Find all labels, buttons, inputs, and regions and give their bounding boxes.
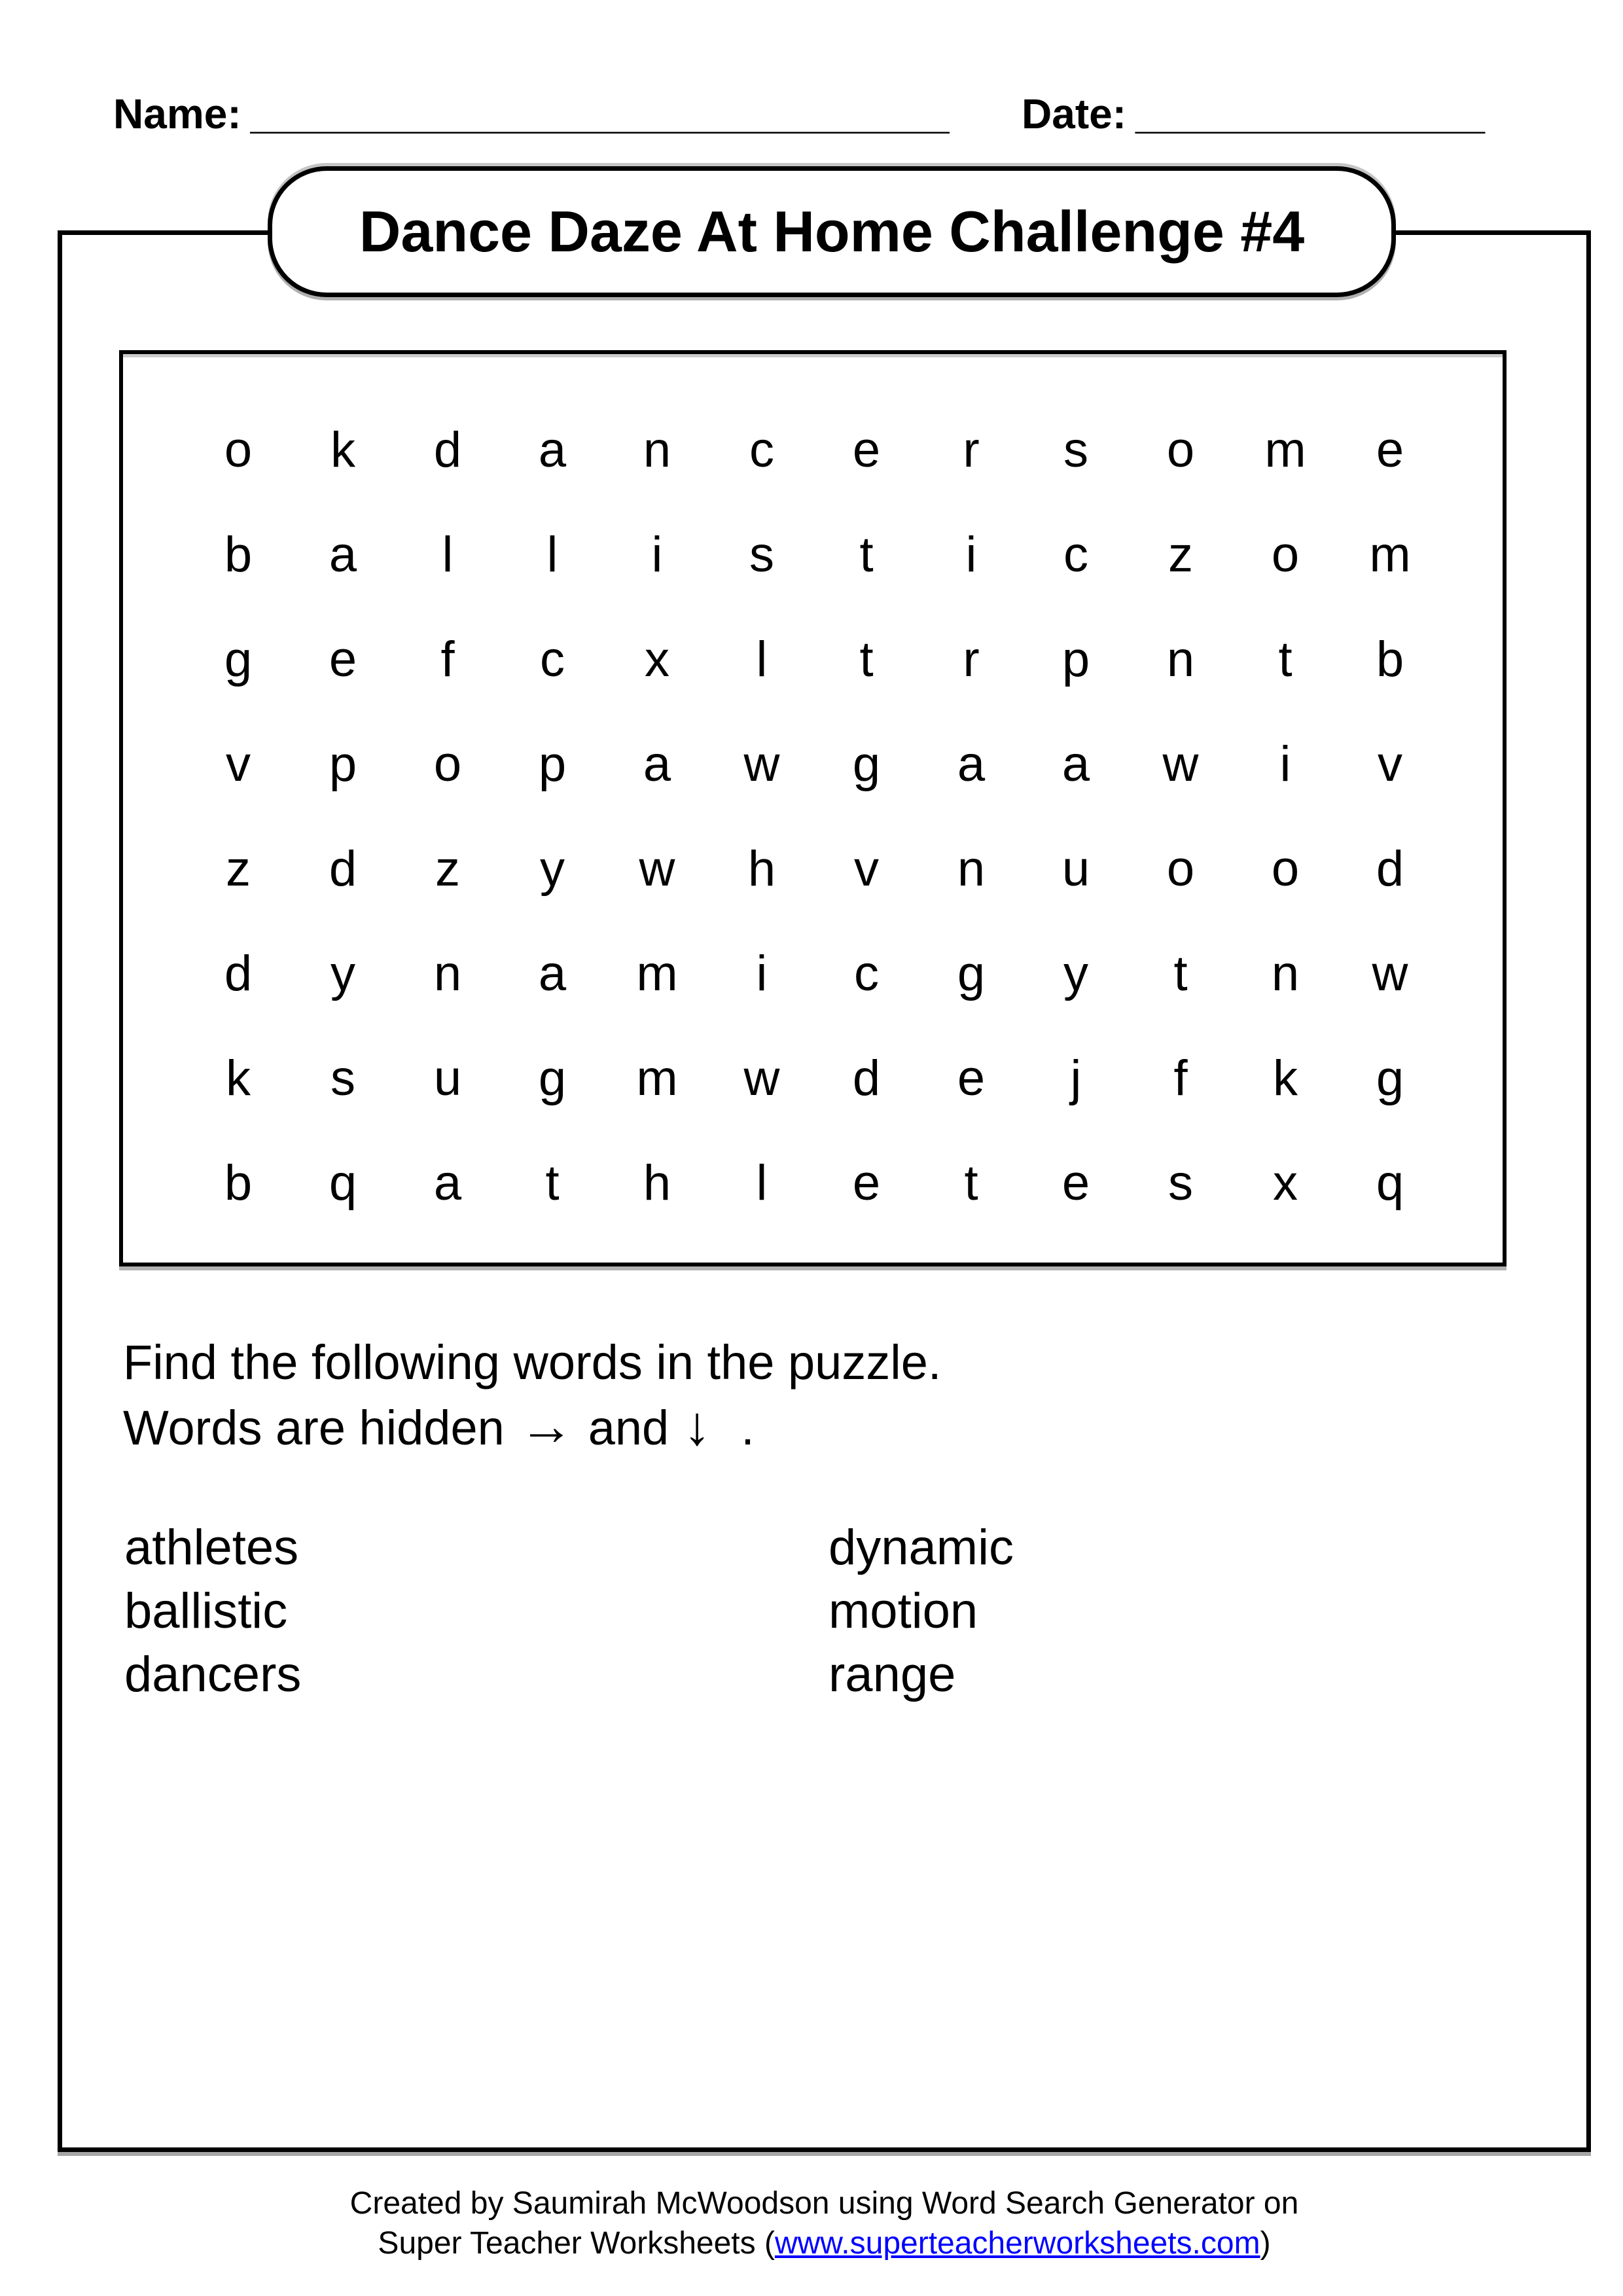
- word-item: dancers: [124, 1647, 302, 1702]
- word-list-column-1: [124, 1516, 301, 1706]
- letter-grid: [186, 397, 1503, 1235]
- grid-letter: l: [756, 631, 768, 687]
- grid-letter: m: [636, 945, 678, 1001]
- grid-letter: p: [538, 736, 567, 792]
- grid-letter: d: [329, 840, 357, 897]
- grid-letter: g: [538, 1050, 567, 1106]
- grid-letter: t: [964, 1155, 978, 1211]
- down-arrow-icon: ↓: [683, 1395, 711, 1456]
- word-item: dynamic: [829, 1520, 1014, 1575]
- grid-letter: v: [854, 840, 879, 897]
- grid-letter: w: [743, 736, 780, 792]
- grid-letter: a: [1061, 736, 1090, 792]
- grid-letter: n: [957, 840, 986, 897]
- grid-letter: f: [1173, 1050, 1188, 1106]
- grid-letter: t: [1278, 631, 1293, 687]
- grid-letter: o: [433, 736, 462, 792]
- grid-letter: v: [1378, 736, 1402, 792]
- grid-letter: a: [538, 422, 567, 478]
- grid-letter: i: [965, 526, 977, 583]
- grid-letter: e: [852, 1155, 881, 1211]
- grid-letter: g: [852, 736, 881, 792]
- grid-letter: w: [639, 840, 675, 897]
- title-box: [268, 166, 1396, 297]
- grid-letter: t: [545, 1155, 560, 1211]
- date-blank-line: _______________: [1135, 90, 1485, 137]
- grid-letter: e: [852, 422, 881, 478]
- grid-letter: o: [224, 422, 253, 478]
- grid-letter: y: [330, 945, 355, 1001]
- grid-letter: d: [1376, 840, 1404, 897]
- grid-letter: c: [749, 422, 774, 478]
- grid-letter: c: [540, 631, 565, 687]
- grid-letter: l: [442, 526, 454, 583]
- right-arrow-icon: →: [518, 1395, 574, 1456]
- date-label: Date:: [1022, 90, 1127, 137]
- grid-letter: f: [440, 631, 455, 687]
- word-item: ballistic: [124, 1583, 288, 1639]
- grid-letter: s: [1168, 1155, 1193, 1211]
- grid-letter: g: [957, 945, 986, 1001]
- instructions-line-2-and: and: [588, 1401, 669, 1455]
- grid-letter: y: [1063, 945, 1088, 1001]
- footer-line-2: [58, 2223, 1591, 2263]
- grid-letter: q: [329, 1155, 357, 1211]
- grid-letter: v: [226, 736, 251, 792]
- grid-letter: h: [643, 1155, 671, 1211]
- footer-link[interactable]: www.superteacherworksheets.com: [774, 2226, 1260, 2261]
- grid-letter: g: [224, 631, 253, 687]
- grid-letter: k: [1273, 1050, 1298, 1106]
- grid-letter: o: [1166, 840, 1195, 897]
- grid-letter: z: [226, 840, 251, 897]
- grid-letter: s: [749, 526, 774, 583]
- grid-letter: p: [329, 736, 357, 792]
- grid-letter: p: [1061, 631, 1090, 687]
- grid-letter: d: [433, 422, 462, 478]
- grid-letter: e: [329, 631, 357, 687]
- footer-line-2-close: ): [1260, 2226, 1271, 2261]
- name-field: [113, 88, 949, 140]
- grid-letter: y: [540, 840, 565, 897]
- puzzle-grid-box: [119, 350, 1507, 1266]
- grid-letter: b: [224, 1155, 253, 1211]
- grid-letter: h: [747, 840, 776, 897]
- word-list-column-2: [829, 1516, 1014, 1706]
- grid-letter: i: [1279, 736, 1291, 792]
- footer-line-2-text: Super Teacher Worksheets (: [378, 2226, 775, 2261]
- word-item: motion: [829, 1583, 978, 1639]
- grid-letter: l: [756, 1155, 768, 1211]
- footer-credit: [58, 2183, 1591, 2263]
- grid-letter: t: [859, 526, 874, 583]
- name-label: Name:: [113, 90, 241, 137]
- page-title: Dance Daze At Home Challenge #4: [359, 199, 1305, 264]
- grid-letter: a: [433, 1155, 462, 1211]
- grid-letter: a: [329, 526, 357, 583]
- word-item: athletes: [124, 1520, 299, 1575]
- grid-letter: t: [859, 631, 874, 687]
- grid-letter: s: [1063, 422, 1088, 478]
- date-field: [1022, 88, 1485, 140]
- grid-letter: q: [1376, 1155, 1404, 1211]
- grid-letter: r: [963, 631, 980, 687]
- grid-letter: g: [1376, 1050, 1404, 1106]
- word-item: range: [829, 1647, 956, 1702]
- grid-letter: w: [1162, 736, 1199, 792]
- grid-letter: m: [636, 1050, 678, 1106]
- grid-letter: z: [435, 840, 460, 897]
- grid-letter: j: [1070, 1050, 1082, 1106]
- grid-letter: i: [756, 945, 768, 1001]
- grid-letter: d: [852, 1050, 881, 1106]
- grid-letter: e: [1061, 1155, 1090, 1211]
- grid-letter: o: [1271, 526, 1300, 583]
- grid-letter: l: [546, 526, 558, 583]
- grid-letter: o: [1166, 422, 1195, 478]
- grid-letter: k: [226, 1050, 251, 1106]
- instructions: [123, 1331, 941, 1460]
- grid-letter: x: [645, 631, 669, 687]
- grid-letter: i: [651, 526, 663, 583]
- footer-line-1: Created by Saumirah McWoodson using Word Search Generator on: [349, 2186, 1299, 2221]
- grid-letter: c: [854, 945, 879, 1001]
- grid-letter: n: [643, 422, 671, 478]
- grid-letter: a: [643, 736, 671, 792]
- grid-letter: r: [963, 422, 980, 478]
- grid-letter: m: [1369, 526, 1411, 583]
- grid-letter: n: [433, 945, 462, 1001]
- grid-letter: e: [1376, 422, 1404, 478]
- name-blank-line: ______________________________: [250, 90, 950, 137]
- grid-letter: m: [1264, 422, 1306, 478]
- grid-letter: w: [1372, 945, 1408, 1001]
- grid-letter: n: [1271, 945, 1300, 1001]
- grid-letter: o: [1271, 840, 1300, 897]
- grid-letter: w: [743, 1050, 780, 1106]
- instructions-line-2-text: Words are hidden: [123, 1401, 505, 1455]
- grid-letter: u: [1061, 840, 1090, 897]
- grid-letter: z: [1168, 526, 1193, 583]
- grid-letter: b: [1376, 631, 1404, 687]
- grid-letter: c: [1063, 526, 1088, 583]
- grid-letter: d: [224, 945, 253, 1001]
- grid-letter: n: [1166, 631, 1195, 687]
- instructions-period: .: [741, 1401, 755, 1455]
- grid-letter: u: [433, 1050, 462, 1106]
- instructions-line-2: [123, 1394, 941, 1460]
- grid-letter: s: [330, 1050, 355, 1106]
- grid-letter: x: [1273, 1155, 1298, 1211]
- grid-letter: b: [224, 526, 253, 583]
- grid-letter: k: [330, 422, 355, 478]
- grid-letter: a: [538, 945, 567, 1001]
- instructions-line-1: Find the following words in the puzzle.: [123, 1335, 942, 1390]
- grid-letter: t: [1173, 945, 1188, 1001]
- grid-letter: e: [957, 1050, 986, 1106]
- grid-letter: a: [957, 736, 986, 792]
